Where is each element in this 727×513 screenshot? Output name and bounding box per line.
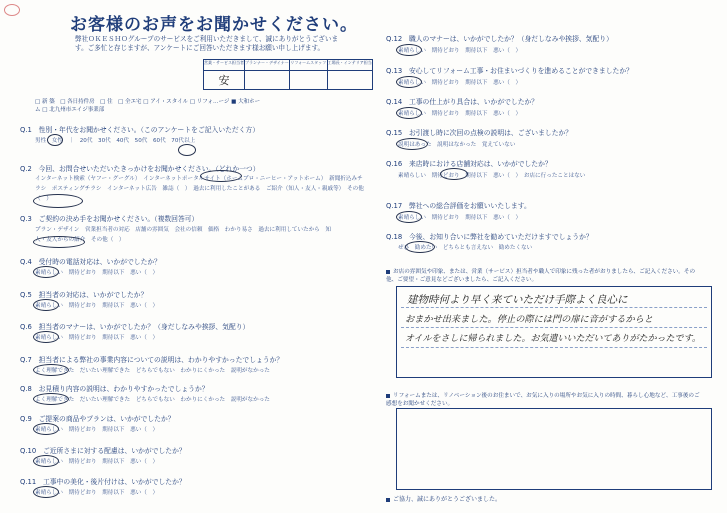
question-13-options: 素晴らしい 期待どおり 期待以下 悪い（ ）	[398, 80, 522, 86]
handwriting-line-2: おまかせ出来ました。停止の際には門の扉に音がするからと	[405, 314, 654, 325]
page-title: お客様のお声をお聞かせください。	[70, 15, 358, 35]
bullet-icon	[386, 498, 390, 502]
question-18-options: ぜひ 勧めたい どちらとも言えない 勧めたくない	[398, 245, 533, 251]
ruled-line	[401, 347, 707, 348]
question-1: Q.1 性別・年代をお聞かせください。（このアンケートをご記入いただく方）	[20, 126, 260, 134]
intro-text: 弊社ＯＫＥＳＨＯグループのサービスをご利用いただきまして、誠にありがとうございます。ご多忙と存じますが、アンケートにご回答いただきます様お願い申し上げます。	[75, 35, 339, 52]
handwriting-line-3: オイルをさしに帰られました。お気遣いいただいてありがたかったです。	[405, 334, 701, 344]
staff-header-reform: リフォームスタッフ	[289, 60, 327, 71]
staff-value-planner[interactable]	[245, 71, 290, 90]
question-6: Q.6 担当者のマナーは、いかがでしたか？（身だしなみや挨拶、気配り）	[20, 323, 250, 331]
bullet-icon	[386, 394, 390, 398]
answer-circle	[396, 211, 422, 223]
question-9-options: 素晴らしい 期待どおり 期待以下 悪い（ ）	[35, 427, 159, 433]
answer-circle	[396, 44, 422, 56]
question-6-options: 素晴らしい 期待どおり 期待以下 悪い（ ）	[35, 335, 159, 341]
question-10: Q.10 ご近所さまに対する配慮は、いかがでしたか？	[20, 447, 186, 455]
footer-thanks: ご協力、誠にありがとうございました。	[386, 494, 501, 503]
staff-table	[203, 59, 373, 90]
answer-circle	[33, 266, 59, 278]
question-11: Q.11 工事中の美化・後片付けは、いかがでしたか？	[20, 478, 186, 486]
staff-value-factory[interactable]	[327, 71, 372, 90]
comment-2-box[interactable]	[396, 408, 712, 490]
answer-circle	[47, 134, 63, 146]
answer-circle	[200, 170, 242, 182]
corner-stamp	[4, 4, 20, 16]
question-12-options: 素晴らしい 期待どおり 期待以下 悪い（ ）	[398, 48, 522, 54]
staff-value-sales[interactable]: 安	[204, 71, 245, 90]
handwriting-line-1: 建物時何より早く来ていただけ手際よく良心に	[407, 294, 628, 306]
question-14: Q.14 工事の仕上がり具合は、いかがでしたか？	[386, 98, 539, 106]
question-4-options: 素晴らしい 期待どおり 期待以下 悪い（ ）	[35, 270, 159, 276]
question-4: Q.4 受付時の電話対応は、いかがでしたか？	[20, 258, 161, 266]
question-3-options: プラン・デザイン 営業担当者の対応 店舗の雰囲気 会社の信頼 価格 わかり易さ 過去に利用していたから 知人・友人からの紹介 その他（ ）	[35, 227, 332, 243]
question-13: Q.13 安心してリフォーム工事・お住まいづくりを進めることができましたか？	[386, 67, 633, 75]
question-9: Q.9 ご提案の商品やプランは、いかがでしたか？	[20, 415, 175, 423]
staff-value-reform[interactable]	[289, 71, 327, 90]
question-5-options: 素晴らしい 期待どおり 期待以下 悪い（ ）	[35, 303, 159, 309]
question-2-options: インターネット検索（ヤフー・グーグル） インターネットポータルサイト（ホームプロ・ニーヒー・アットホーム） 新聞折込みチラシ ポスティングチラシ インターネット広告 雑誌（ ） 過去に利用したことがある ご紹介（知人・友人・親戚等） その他（ ）	[35, 176, 364, 202]
question-5: Q.5 担当者の対応は、いかがでしたか？	[20, 291, 148, 299]
question-15: Q.15 お引渡し時に次回の点検の説明は、ございましたか？	[386, 129, 573, 137]
answer-circle	[33, 299, 59, 311]
question-14-options: 素晴らしい 期待どおり 期待以下 悪い（ ）	[398, 111, 522, 117]
question-11-options: 素晴らしい 期待どおり 期待以下 悪い（ ）	[35, 490, 159, 496]
question-16: Q.16 来店時における店舗対応は、いかがでしたか？	[386, 160, 552, 168]
staff-header-factory: 工場長・インテリア担当	[327, 60, 372, 71]
bullet-icon	[386, 270, 390, 274]
answer-circle	[33, 194, 83, 208]
answer-circle	[178, 144, 196, 156]
question-7: Q.7 担当者による弊社の事業内容についての説明は、わかりやすかったでしょうか？	[20, 356, 284, 364]
question-17-options: 素晴らしい 期待どおり 期待以下 悪い（ ）	[398, 215, 522, 221]
question-1-options: 男性 女性 ｜ 20代 30代 40代 50代 60代 70代以上	[35, 138, 196, 144]
question-16-options: 素晴らしい 期待どおり 期待以下 悪い（ ） お店に行ったことはない	[398, 173, 586, 179]
question-8-options: よく理解できた だいたい理解できた どちらでもない わかりにくかった 説明がなかった	[35, 397, 270, 403]
question-7-options: よく理解できた だいたい理解できた どちらでもない わかりにくかった 説明がなかった	[35, 368, 270, 374]
question-15-options: 説明はあった 説明はなかった 覚えていない	[398, 142, 516, 148]
answer-circle	[33, 455, 59, 467]
answer-circle	[440, 168, 468, 180]
question-18: Q.18 今後、お知り合いに弊社を勧めていただけますでしょうか？	[386, 233, 593, 241]
staff-header-sales: 営業・サービス担当者	[204, 60, 245, 71]
answer-circle	[396, 138, 428, 150]
answer-circle	[33, 364, 69, 376]
answer-circle	[33, 236, 85, 248]
answer-circle	[405, 241, 435, 253]
staff-header-planner: プランナー・デザイナー	[245, 60, 290, 71]
ruled-line	[401, 307, 707, 308]
question-3: Q.3 ご契約の決め手をお聞かせください。（複数回答可）	[20, 215, 199, 223]
business-categories: □ 新 築 □ 各日持件房 □ 住 □ 全エ宅 □ アイ・スタイル □ リフォ…ージ ■ 大和ホーム □ 北九州市エイジ事業部	[35, 99, 261, 113]
answer-circle	[33, 331, 59, 343]
ruled-line	[401, 327, 707, 328]
question-12: Q.12 職人のマナーは、いかがでしたか？（身だしなみや挨拶、気配り）	[386, 35, 613, 43]
question-10-options: 素晴らしい 期待どおり 期待以下 悪い（ ）	[35, 459, 159, 465]
question-8: Q.8 お見積り内容の説明は、わかりやすかったでしょうか？	[20, 385, 209, 393]
comment-1-label: お店の雰囲気や印象、または、営業（サービス）担当者や職人で印象に残った者がおりましたら、ご記入ください。その他、ご要望・ご意見などございましたら、ご記入ください。	[386, 269, 696, 283]
comment-1-box[interactable]	[396, 286, 712, 378]
comment-2-label: リフォームまたは、リノベーション後のお住まいで、お気に入りの場所やお気に入りの時間、暮らし心地など、工事後のご感想をお聞かせください。	[386, 393, 700, 407]
answer-circle	[33, 423, 59, 435]
answer-circle	[33, 486, 59, 498]
question-17: Q.17 弊社への総合評価をお願いいたします。	[386, 202, 531, 210]
answer-circle	[33, 393, 69, 405]
answer-circle	[396, 107, 422, 119]
answer-circle	[396, 76, 422, 88]
question-2: Q.2 今回、お問合せいただいたきっかけをお聞かせください。（どれか一つ）	[20, 165, 260, 173]
